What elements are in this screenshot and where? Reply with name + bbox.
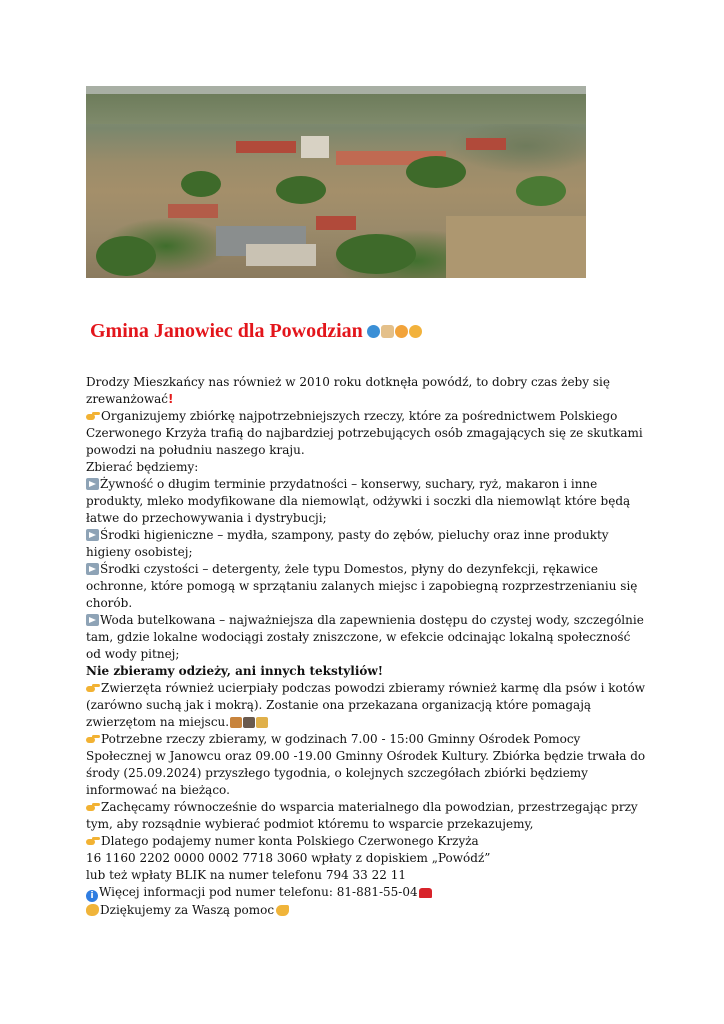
info-line [86,884,646,902]
telephone-icon [419,888,432,898]
list-item [86,612,646,663]
clapping-hands-icon [86,904,99,916]
photo-building [246,244,316,266]
photo-hills [86,94,586,124]
photo-trees [516,176,566,206]
pointing-hand-icon [86,734,100,745]
people-icon [395,325,408,338]
photo-roof [168,204,218,218]
intro-paragraph [86,374,646,408]
pointing-hand-icon [86,683,100,694]
pet-food-icon [256,717,268,728]
title-row [90,318,422,344]
photo-church [301,136,329,158]
thanks-line [86,902,646,919]
list-item-text: Żywność o długim terminie przydatności – konserwy, suchary, ryż, makaron i inne produkty, mleko modyfikowane dla niemowląt, odżywki i soczki dla niemowląt które będą łatwe do przechowywania i dystrybucji; [86,477,631,525]
flood-aerial-photo [86,86,586,278]
list-item-text: Środki czystości – detergenty, żele typu Domestos, płyny do dezynfekcji, rękawice ochronne, które pomogą w sprzątaniu zalanych miejsc i zapobiegną rozprzestrzenianiu się chorób. [86,562,638,610]
house-icon [381,325,394,338]
animals-emoji-group [230,717,268,728]
no-clothes-notice: Nie zbieramy odzieży, ani innych tekstyliów! [86,664,383,678]
material-text: Zachęcamy równocześnie do wsparcia materialnego dla powodzian, przestrzegając przy tym, aby rozsądnie wybierać podmiot któremu to wsparcie przekazujemy, [86,800,638,831]
photo-trees [406,156,466,188]
page-title: Gmina Janowiec dla Powodzian [90,319,363,342]
photo-roof [316,216,356,230]
photo-trees [181,171,221,197]
cat-icon [243,717,255,728]
list-item-text: Woda butelkowana – najważniejsza dla zapewnienia dostępu do czystej wody, szczególnie tam, gdzie lokalne wodociągi zostały zniszczone, w efekcie odcinając lokalną społeczność od wody pitnej; [86,613,644,661]
right-arrow-icon [86,529,99,541]
animals-text: Zwierzęta również ucierpiały podczas powodzi zbieramy również karmę dla psów i kotów (zarówno suchą jak i mokrą). Zostanie ona przekazana organizacją które pomagają zwierzętom na miejscu. [86,681,646,729]
title-emoji-group [367,325,422,338]
photo-trees [276,176,326,204]
photo-roof [236,141,296,153]
material-paragraph [86,799,646,833]
right-arrow-icon [86,563,99,575]
person-icon [409,325,422,338]
exclamation-icon: ! [168,392,174,406]
water-wave-icon [367,325,380,338]
collection-paragraph [86,408,646,459]
account-number: 16 1160 2202 0000 0002 7718 3060 wpłaty z dopiskiem „Powódź” [86,851,491,865]
hours-paragraph [86,731,646,799]
info-text: Więcej informacji pod numer telefonu: 81-881-55-04 [99,885,418,899]
pointing-hand-icon [86,411,100,422]
pointing-hand-icon [86,836,100,847]
collect-heading: Zbierać będziemy: [86,460,199,474]
photo-floodwater [446,216,586,278]
photo-trees [96,236,156,276]
flexed-biceps-icon [276,905,289,916]
dog-icon [230,717,242,728]
hours-text: Potrzebne rzeczy zbieramy, w godzinach 7.00 - 15:00 Gminny Ośrodek Pomocy Społecznej w Janowcu oraz 09.00 -19.00 Gminny Ośrodek Kultury. Zbiórka będzie trwała do środy (25.09.2024) przyszłego tygodnia, o kolejnych szczegółach zbiórki będziemy informować na bieżąco. [86,732,646,797]
pointing-hand-icon [86,802,100,813]
intro-line-1: Drodzy Mieszkańcy nas również w 2010 roku dotknęła powódź, to dobry czas żeby się [86,375,610,389]
list-item [86,476,646,527]
animals-paragraph [86,680,646,731]
intro-line-2: zrewanżować [86,392,169,406]
blik-line: lub też wpłaty BLIK na numer telefonu 794 33 22 11 [86,868,406,882]
thanks-text: Dziękujemy za Waszą pomoc [100,903,275,917]
right-arrow-icon [86,614,99,626]
collection-text: Organizujemy zbiórkę najpotrzebniejszych rzeczy, które za pośrednictwem Polskiego Czerwonego Krzyża trafią do najbardziej potrzebujących osób zmagających się ze skutkami powodzi na południu naszego kraju. [86,409,643,457]
account-paragraph [86,833,646,850]
list-item [86,561,646,612]
info-icon: i [86,890,98,902]
photo-roof [466,138,506,150]
article-body [86,374,646,919]
list-item [86,527,646,561]
list-item-text: Środki higieniczne – mydła, szampony, pasty do zębów, pieluchy oraz inne produkty higieny osobistej; [86,528,609,559]
photo-trees [336,234,416,274]
account-line: Dlatego podajemy numer konta Polskiego Czerwonego Krzyża [101,834,479,848]
right-arrow-icon [86,478,99,490]
